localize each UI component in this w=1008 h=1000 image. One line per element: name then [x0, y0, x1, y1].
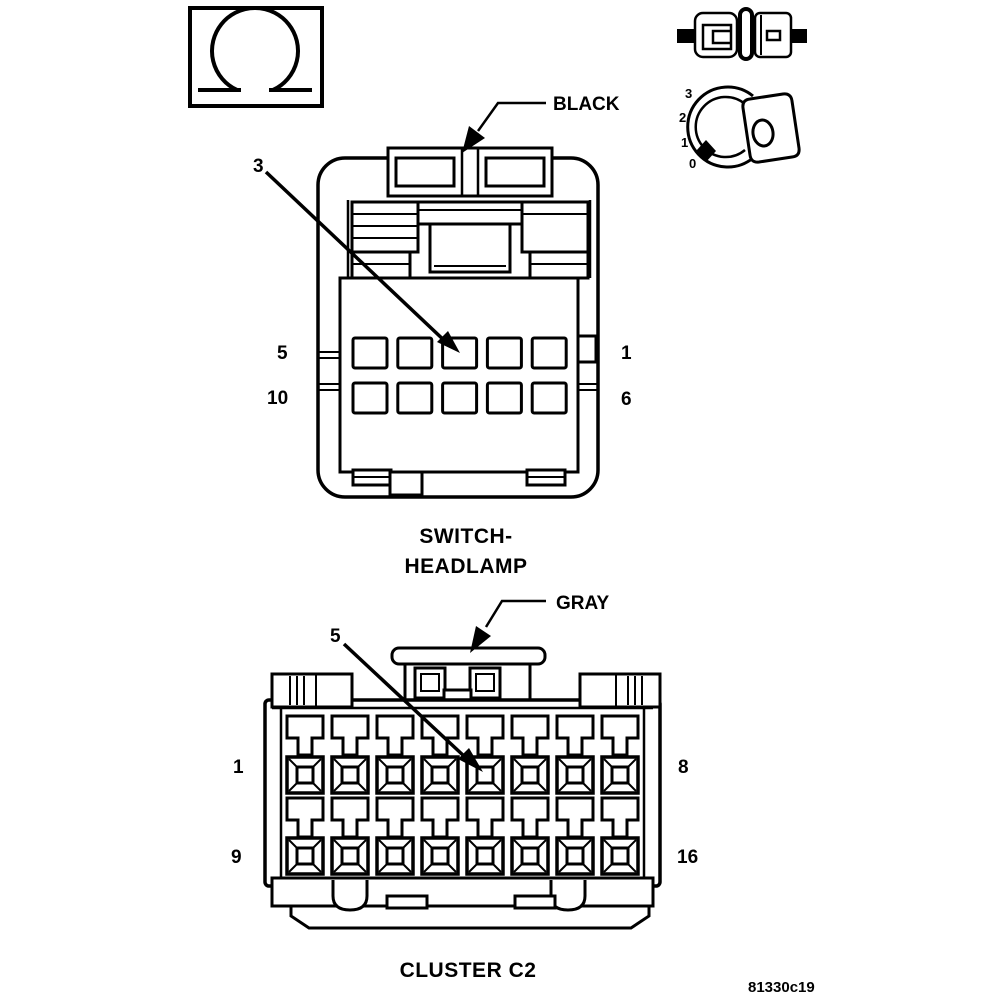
headlamp-pin5-label: 5	[277, 343, 288, 364]
headlamp-pin6-label: 6	[621, 389, 632, 410]
rotary-switch-icon	[688, 87, 799, 167]
dial-position-1-label: 1	[681, 135, 689, 150]
dial-position-3-label: 3	[685, 86, 693, 101]
cluster-pin16-label: 16	[677, 847, 699, 868]
cluster-connector-drawing	[265, 648, 660, 928]
figure-code: 81330c19	[748, 979, 815, 996]
headlamp-connector-drawing	[318, 148, 598, 497]
headlamp-connector-name-line1: SWITCH-	[419, 525, 513, 548]
black-color-callout	[462, 103, 546, 153]
headlamp-callout-pin-label: 3	[253, 156, 264, 177]
dial-position-2-label: 2	[679, 110, 687, 125]
black-color-label: BLACK	[553, 94, 620, 115]
dial-position-0-label: 0	[689, 156, 697, 171]
cluster-pin1-label: 1	[233, 757, 244, 778]
omega-symbol-icon	[190, 8, 322, 106]
pin-cavity	[487, 383, 521, 413]
pin-cavity	[532, 338, 566, 368]
cluster-pin9-label: 9	[231, 847, 242, 868]
headlamp-pin1-label: 1	[621, 343, 632, 364]
cluster-callout-pin-label: 5	[330, 626, 341, 647]
pin-cavity	[398, 383, 432, 413]
pin-cavity	[532, 383, 566, 413]
pin-cavity	[398, 338, 432, 368]
gray-color-label: GRAY	[556, 593, 610, 614]
pin-cavity	[353, 383, 387, 413]
headlamp-connector-name-line2: HEADLAMP	[404, 555, 528, 578]
pin-cavity	[487, 338, 521, 368]
cluster-connector-name: CLUSTER C2	[399, 959, 537, 982]
headlamp-pin10-label: 10	[267, 388, 289, 409]
pin-cavity	[443, 383, 477, 413]
connector-pair-icon	[677, 9, 807, 59]
pin-cavity	[353, 338, 387, 368]
gray-color-callout	[470, 601, 546, 653]
cluster-pin8-label: 8	[678, 757, 689, 778]
